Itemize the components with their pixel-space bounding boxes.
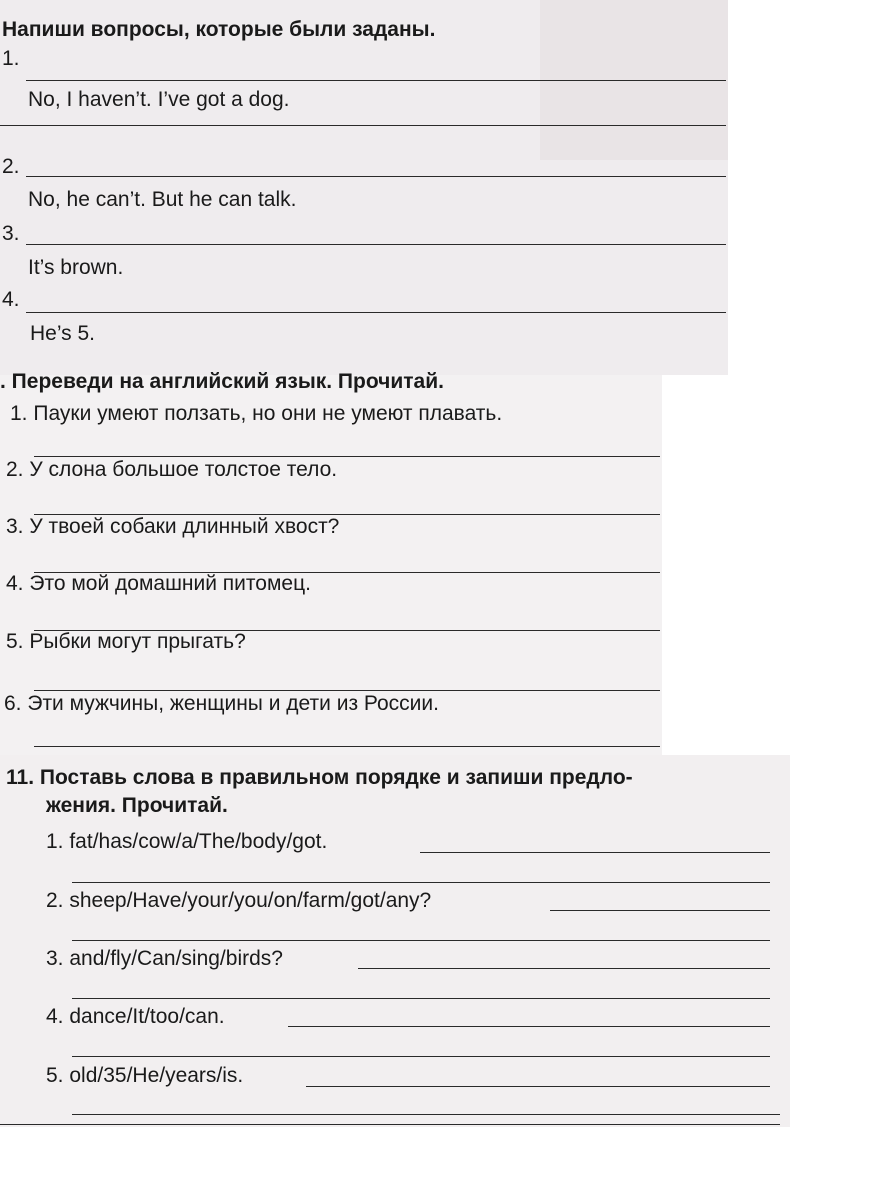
answer-line[interactable] (72, 998, 770, 999)
translate-item: 2. У слона большое толстое тело. (6, 458, 338, 481)
given-answer: No, he can’t. But he can talk. (28, 188, 297, 211)
order-item: 2. sheep/Have/your/you/on/farm/got/any? (46, 889, 432, 912)
translate-item: 6. Эти мужчины, женщины и дети из России. (4, 692, 439, 715)
answer-line[interactable] (0, 125, 726, 126)
answer-line[interactable] (26, 312, 726, 313)
answer-line[interactable] (26, 244, 726, 245)
answer-line[interactable] (34, 746, 660, 747)
translate-item: 3. У твоей собаки длинный хвост? (6, 515, 340, 538)
question-number: 3. (2, 222, 20, 245)
answer-line[interactable] (72, 1056, 770, 1057)
order-item: 3. and/fly/Can/sing/birds? (46, 947, 283, 970)
translate-item: 1. Пауки умеют ползать, но они не умеют плавать. (10, 402, 503, 425)
answer-line[interactable] (550, 910, 770, 911)
answer-line[interactable] (26, 176, 726, 177)
question-number: 2. (2, 155, 20, 178)
answer-line[interactable] (72, 1114, 780, 1115)
answer-line[interactable] (34, 690, 660, 691)
order-item: 1. fat/has/cow/a/The/body/got. (46, 830, 328, 853)
answer-line[interactable] (420, 852, 770, 853)
question-number: 1. (2, 47, 20, 70)
section3-title: 11. Поставь слова в правильном порядке и запиши предло- (6, 766, 633, 789)
answer-line[interactable] (72, 882, 770, 883)
translate-item: 5. Рыбки могут прыгать? (6, 630, 246, 653)
section1-title: Напиши вопросы, которые были заданы. (2, 18, 436, 41)
section2-title: . Переведи на английский язык. Прочитай. (0, 370, 444, 393)
answer-line[interactable] (34, 456, 660, 457)
answer-line[interactable] (306, 1086, 770, 1087)
given-answer: It’s brown. (28, 256, 124, 279)
section3-title-continued: жения. Прочитай. (46, 794, 228, 817)
translate-item: 4. Это мой домашний питомец. (6, 572, 311, 595)
page-bottom-rule (0, 1124, 780, 1125)
order-item: 5. old/35/He/years/is. (46, 1064, 244, 1087)
answer-line[interactable] (288, 1026, 770, 1027)
answer-line[interactable] (26, 80, 726, 81)
given-answer: No, I haven’t. I’ve got a dog. (28, 88, 290, 111)
given-answer: He’s 5. (30, 322, 95, 345)
answer-line[interactable] (358, 968, 770, 969)
order-item: 4. dance/It/too/can. (46, 1005, 225, 1028)
question-number: 4. (2, 288, 20, 311)
answer-line[interactable] (72, 940, 770, 941)
